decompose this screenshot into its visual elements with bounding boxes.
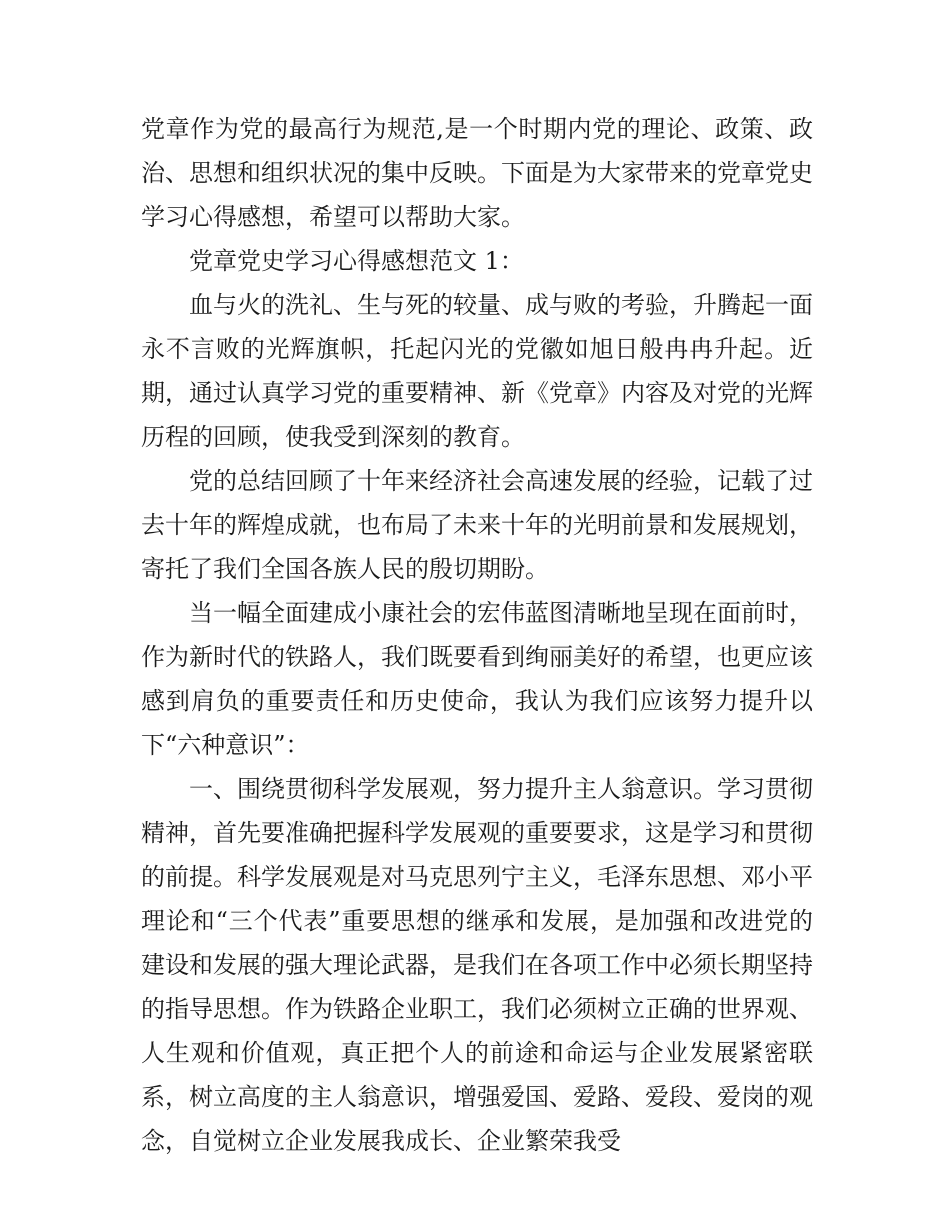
body-paragraph: 当一幅全面建成小康社会的宏伟蓝图清晰地呈现在面前时，作为新时代的铁路人，我们既要看到绚丽美好的希望，也更应该感到肩负的重要责任和历史使命，我认为我们应该努力提升以下“六种意识”： [141, 599, 813, 759]
document-body [141, 107, 813, 1163]
intro-paragraph: 党章作为党的最高行为规范,是一个时期内党的理论、政策、政治、思想和组织状况的集中反映。下面是为大家带来的党章党史学习心得感想，希望可以帮助大家。 [141, 115, 813, 231]
sample-essay-heading: 党章党史学习心得感想范文 1： [189, 247, 524, 275]
body-paragraph: 党的总结回顾了十年来经济社会高速发展的经验，记载了过去十年的辉煌成就，也布局了未来十年的光明前景和发展规划，寄托了我们全国各族人民的殷切期盼。 [141, 467, 813, 583]
body-paragraph: 一、围绕贯彻科学发展观，努力提升主人翁意识。学习贯彻精神，首先要准确把握科学发展观的重要要求，这是学习和贯彻的前提。科学发展观是对马克思列宁主义，毛泽东思想、邓小平理论和“三个代表”重要思想的继承和发展，是加强和改进党的建设和发展的强大理论武器，是我们在各项工作中必须长期坚持的指导思想。作为铁路企业职工，我们必须树立正确的世界观、人生观和价值观，真正把个人的前途和命运与企业发展紧密联系，树立高度的主人翁意识，增强爱国、爱路、爱段、爱岗的观念，自觉树立企业发展我成长、企业繁荣我受 [141, 775, 813, 1155]
body-paragraph: 血与火的洗礼、生与死的较量、成与败的考验，升腾起一面永不言败的光辉旗帜，托起闪光的党徽如旭日般冉冉升起。近期，通过认真学习党的重要精神、新《党章》内容及对党的光辉历程的回顾，使我受到深刻的教育。 [141, 291, 813, 451]
